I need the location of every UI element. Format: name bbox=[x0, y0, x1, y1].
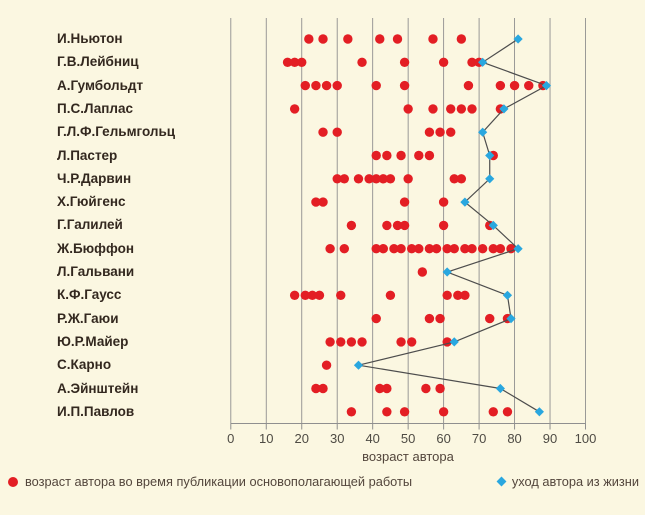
publication-dot bbox=[428, 34, 437, 43]
publication-dot bbox=[428, 104, 437, 113]
tick-label: 70 bbox=[471, 431, 487, 446]
publication-dot bbox=[510, 81, 519, 90]
row-label: К.Ф.Гаусс bbox=[57, 287, 122, 303]
row-label: Г.Галилей bbox=[57, 217, 123, 233]
death-diamond bbox=[503, 291, 512, 300]
publication-dot bbox=[439, 197, 448, 206]
publication-dot bbox=[400, 221, 409, 230]
row-label: И.Ньютон bbox=[57, 31, 123, 46]
publication-dot bbox=[343, 34, 352, 43]
publication-dot bbox=[446, 128, 455, 137]
row-label: Ю.Р.Майер bbox=[57, 333, 129, 349]
legend-publications-label: возраст автора во время публикации основополагающей работы bbox=[25, 474, 413, 489]
publication-dot bbox=[442, 291, 451, 300]
row-label: А.Эйнштейн bbox=[57, 380, 139, 396]
publication-dot bbox=[414, 151, 423, 160]
publication-dot bbox=[439, 58, 448, 67]
publication-dot bbox=[400, 81, 409, 90]
publication-dot bbox=[318, 34, 327, 43]
publication-dot bbox=[425, 151, 434, 160]
row-label: Ч.Р.Дарвин bbox=[57, 170, 132, 186]
x-axis-title: возраст автора bbox=[362, 449, 454, 464]
publication-dot bbox=[396, 244, 405, 253]
publication-dot bbox=[315, 291, 324, 300]
publication-dot bbox=[400, 197, 409, 206]
publication-dot bbox=[297, 58, 306, 67]
publication-dot bbox=[357, 58, 366, 67]
publication-dot bbox=[325, 244, 334, 253]
row-label: Р.Ж.Гаюи bbox=[57, 310, 119, 326]
row-label: А.Гумбольдт bbox=[57, 77, 144, 93]
tick-label: 0 bbox=[227, 431, 235, 446]
publication-dot bbox=[457, 34, 466, 43]
publication-dot bbox=[386, 174, 395, 183]
gridlines bbox=[231, 18, 586, 424]
publication-dot bbox=[318, 128, 327, 137]
legend-item-publications bbox=[8, 474, 412, 489]
publication-dot bbox=[485, 314, 494, 323]
publication-dot bbox=[372, 81, 381, 90]
row-label: Л.Пастер bbox=[57, 147, 118, 163]
publication-dot bbox=[382, 151, 391, 160]
publication-dot bbox=[464, 81, 473, 90]
legend bbox=[0, 474, 645, 489]
publication-dot bbox=[407, 337, 416, 346]
publication-dot bbox=[403, 174, 412, 183]
publication-dot bbox=[457, 174, 466, 183]
publication-dot bbox=[435, 314, 444, 323]
tick-label: 80 bbox=[507, 431, 522, 446]
row-label: С.Карно bbox=[57, 357, 112, 373]
row-label: Л.Гальвани bbox=[57, 264, 135, 279]
publication-dot bbox=[393, 34, 402, 43]
death-diamond bbox=[450, 337, 459, 346]
legend-item-death bbox=[498, 474, 639, 489]
publication-dot bbox=[496, 244, 505, 253]
publication-dot bbox=[400, 58, 409, 67]
row-label: Г.В.Лейбниц bbox=[57, 54, 139, 70]
publication-dot bbox=[382, 407, 391, 416]
tick-label: 20 bbox=[294, 431, 309, 446]
tick-label: 60 bbox=[436, 431, 451, 446]
publication-dot bbox=[357, 337, 366, 346]
publication-dot bbox=[318, 384, 327, 393]
tick-label: 90 bbox=[542, 431, 558, 446]
publication-dot bbox=[333, 81, 342, 90]
publication-dot bbox=[372, 314, 381, 323]
publication-dot bbox=[414, 244, 423, 253]
legend-death-label: уход автора из жизни bbox=[511, 474, 639, 489]
publication-dot bbox=[301, 81, 310, 90]
row-label: П.С.Лаплас bbox=[57, 100, 134, 116]
row-label: Г.Л.Ф.Гельмгольц bbox=[57, 124, 176, 140]
tick-label: 10 bbox=[259, 431, 274, 446]
publication-dot bbox=[432, 244, 441, 253]
publication-dot bbox=[503, 407, 512, 416]
publication-dot bbox=[340, 244, 349, 253]
publication-dot bbox=[372, 151, 381, 160]
row-label: Х.Гюйгенс bbox=[57, 194, 126, 210]
publication-dot bbox=[425, 314, 434, 323]
publication-dot bbox=[460, 291, 469, 300]
publication-dot bbox=[478, 244, 487, 253]
publication-dot bbox=[322, 361, 331, 370]
publication-dot bbox=[421, 384, 430, 393]
publication-dot bbox=[400, 407, 409, 416]
publication-dot bbox=[325, 337, 334, 346]
publication-dot bbox=[435, 384, 444, 393]
publication-dot bbox=[340, 174, 349, 183]
tick-label: 50 bbox=[400, 431, 416, 446]
publication-dot bbox=[450, 244, 459, 253]
row-label: Ж.Бюффон bbox=[57, 240, 135, 256]
publication-dot bbox=[457, 104, 466, 113]
publication-dot bbox=[435, 128, 444, 137]
publication-dot bbox=[354, 174, 363, 183]
publication-dot bbox=[467, 104, 476, 113]
publication-dot bbox=[333, 128, 342, 137]
publication-dot bbox=[347, 337, 356, 346]
blue-diamond-icon bbox=[496, 477, 506, 487]
publication-dot bbox=[425, 128, 434, 137]
publication-dot bbox=[396, 337, 405, 346]
publication-dot bbox=[386, 291, 395, 300]
publication-dot bbox=[382, 221, 391, 230]
publication-dot bbox=[489, 407, 498, 416]
publication-dot bbox=[379, 244, 388, 253]
row-label: И.П.Павлов bbox=[57, 403, 135, 419]
red-dot-icon bbox=[8, 477, 18, 487]
death-diamond bbox=[354, 361, 363, 370]
publication-dot bbox=[347, 221, 356, 230]
publication-dot bbox=[347, 407, 356, 416]
publication-dot bbox=[322, 81, 331, 90]
publication-dot bbox=[382, 384, 391, 393]
publication-dot bbox=[304, 34, 313, 43]
publication-dot bbox=[403, 104, 412, 113]
publication-dot bbox=[467, 244, 476, 253]
publication-dot bbox=[336, 291, 345, 300]
tick-label: 40 bbox=[365, 431, 380, 446]
publication-dot bbox=[290, 104, 299, 113]
publication-dot bbox=[439, 221, 448, 230]
publication-dot bbox=[318, 197, 327, 206]
publication-dot bbox=[290, 291, 299, 300]
publication-dot bbox=[524, 81, 533, 90]
publication-dots bbox=[283, 34, 548, 416]
publication-dot bbox=[418, 267, 427, 276]
tick-label: 100 bbox=[574, 431, 597, 446]
publication-dot bbox=[439, 407, 448, 416]
publication-dot bbox=[496, 81, 505, 90]
publication-dot bbox=[396, 151, 405, 160]
publication-dot bbox=[446, 104, 455, 113]
publication-dot bbox=[375, 34, 384, 43]
tick-label: 30 bbox=[329, 431, 345, 446]
death-diamond bbox=[535, 407, 544, 416]
publication-dot bbox=[311, 81, 320, 90]
death-diamond bbox=[496, 384, 505, 393]
x-axis bbox=[227, 424, 596, 447]
publication-dot bbox=[336, 337, 345, 346]
